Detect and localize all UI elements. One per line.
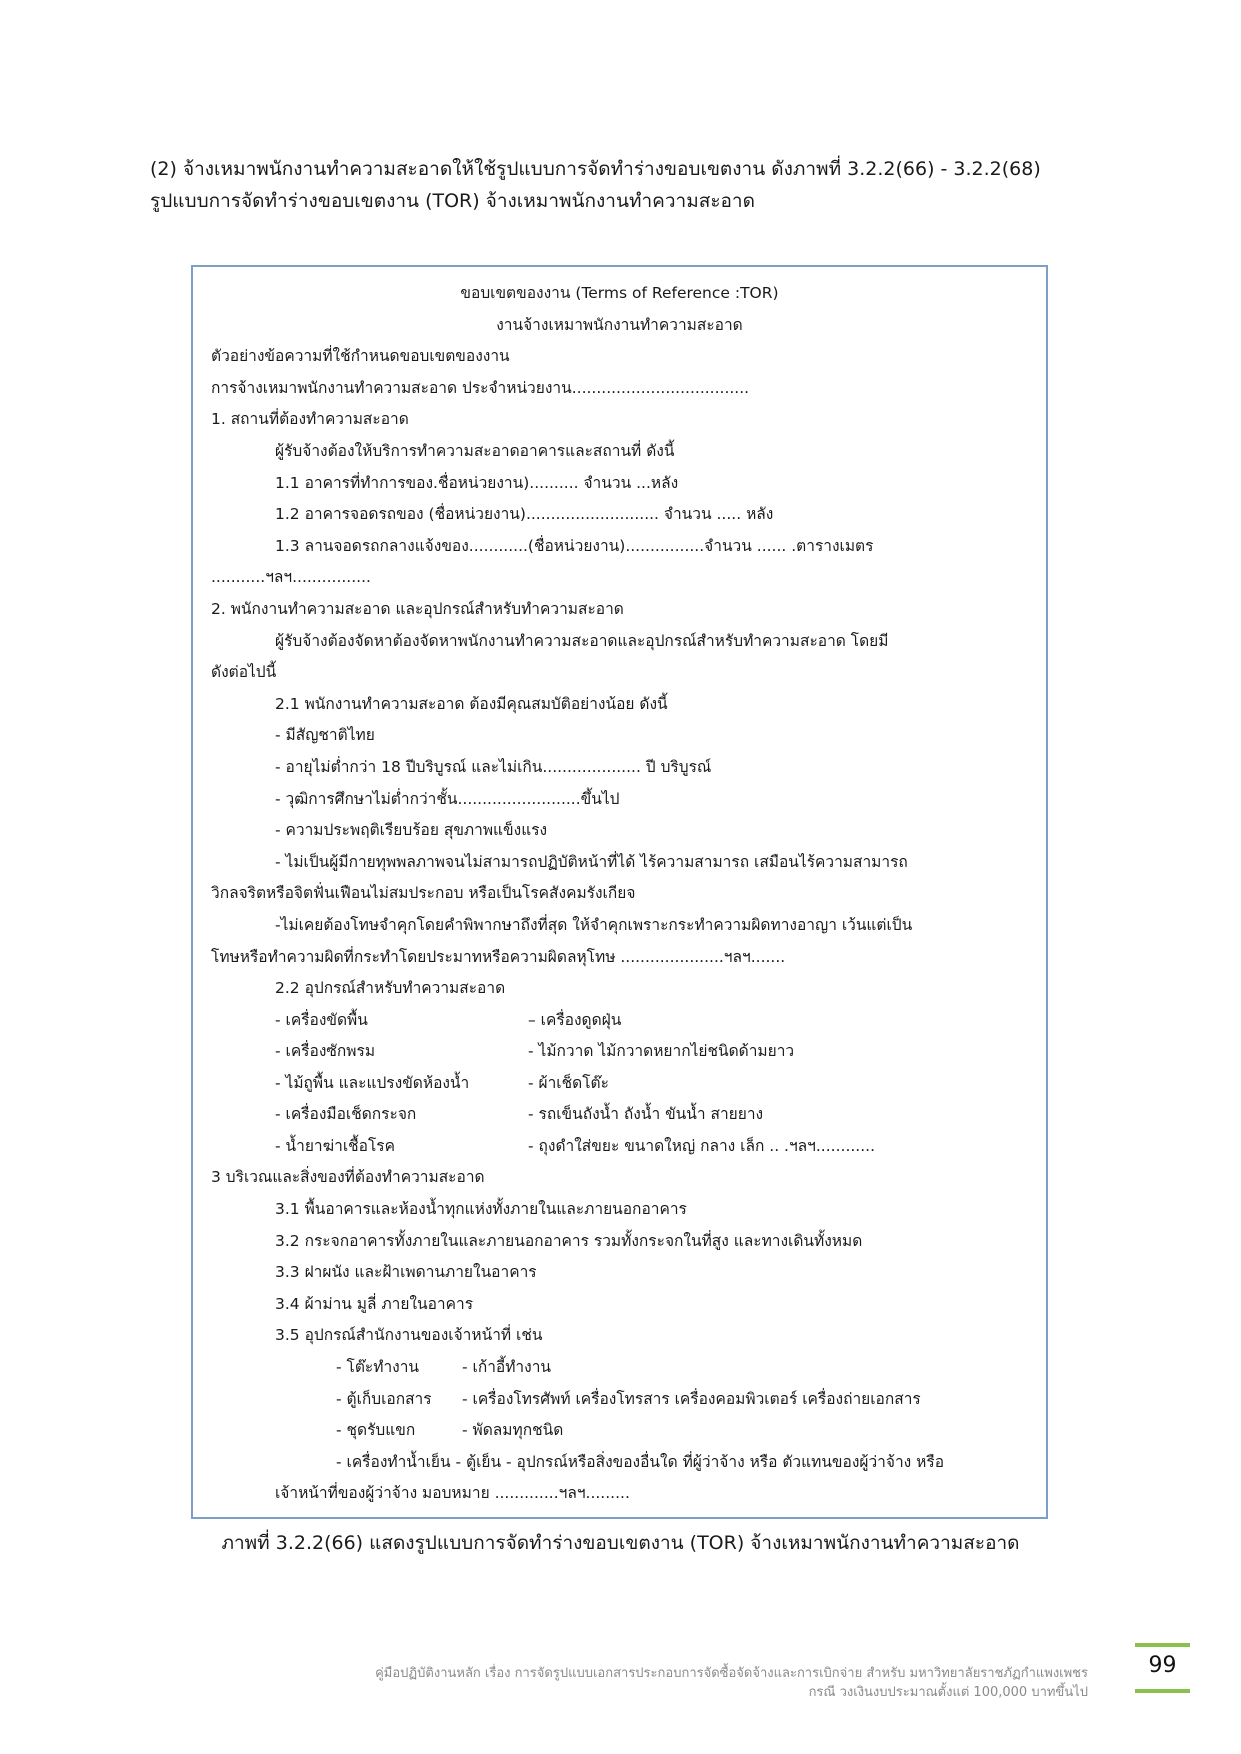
equipment-row [275, 1008, 622, 1032]
qualification-education: - วุฒิการศึกษาไม่ต่ำกว่าชั้น.........................ขึ้นไป [275, 790, 620, 808]
page-number-rule-bottom [1135, 1689, 1190, 1693]
equipment-left: - เครื่องซักพรม [275, 1042, 376, 1060]
item-3-2: 3.2 กระจกอาคารทั้งภายในและภายนอกอาคาร รวมทั้งกระจกในที่สูง และทางเดินทั้งหมด [275, 1232, 863, 1250]
tor-box [191, 265, 1048, 1519]
equipment-right: - ไม้กวาด ไม้กวาดหยากไย่ชนิดด้ามยาว [528, 1042, 795, 1060]
equipment-row [275, 1071, 609, 1095]
tor-subtitle: งานจ้างเหมาพนักงานทำความสะอาด [496, 316, 743, 334]
item-3-4: 3.4 ผ้าม่าน มูลี่ ภายในอาคาร [275, 1295, 474, 1313]
example-heading: ตัวอย่างข้อความที่ใช้กำหนดขอบเขตของงาน [211, 347, 510, 365]
intro-line-1: (2) จ้างเหมาพนักงานทำความสะอาดให้ใช้รูปแบบการจัดทำร่างขอบเขตงาน ดังภาพที่ 3.2.2(66) - 3.2.2(68) [150, 158, 1041, 180]
section-1-intro: ผู้รับจ้างต้องให้บริการทำความสะอาดอาคารและสถานที่ ดังนี้ [275, 442, 675, 460]
section-2-heading: 2. พนักงานทำความสะอาด และอุปกรณ์สำหรับทำความสะอาด [211, 600, 624, 618]
footer [375, 1664, 1088, 1702]
item-1-2: 1.2 อาคารจอดรถของ (ชื่อหน่วยงาน)........................... จำนวน ..... หลัง [275, 505, 774, 523]
office-row [336, 1418, 564, 1442]
equipment-left: - น้ำยาฆ่าเชื้อโรค [275, 1137, 395, 1155]
hire-line: การจ้างเหมาพนักงานทำความสะอาด ประจำหน่วยงาน.................................... [211, 379, 750, 397]
office-left: - ตู้เก็บเอกสาร [336, 1390, 432, 1408]
qualification-disability: - ไม่เป็นผู้มีกายทุพพลภาพจนไม่สามารถปฏิบัติหน้าที่ได้ ไร้ความสามารถ เสมือนไร้ความสามารถ [275, 853, 908, 871]
equipment-right: - ถุงดำใส่ขยะ ขนาดใหญ่ กลาง เล็ก .. .ฯลฯ............ [528, 1137, 876, 1155]
item-1-3-continued: ...........ฯลฯ................ [211, 568, 371, 586]
equipment-right: - ผ้าเช็ดโต๊ะ [528, 1074, 609, 1092]
office-last-item-continued: เจ้าหน้าที่ของผู้ว่าจ้าง มอบหมาย .............ฯลฯ......... [275, 1484, 630, 1502]
tor-title: ขอบเขตของงาน (Terms of Reference :TOR) [460, 284, 779, 302]
section-2-intro-continued: ดังต่อไปนี้ [211, 663, 277, 681]
section-3-heading: 3 บริเวณและสิ่งของที่ต้องทำความสะอาด [211, 1168, 485, 1186]
equipment-left: - ไม้ถูพื้น และแปรงขัดห้องน้ำ [275, 1074, 470, 1092]
equipment-left: - เครื่องขัดพื้น [275, 1011, 368, 1029]
qualification-nationality: - มีสัญชาติไทย [275, 726, 375, 744]
equipment-right: - รถเข็นถังน้ำ ถังน้ำ ขันน้ำ สายยาง [528, 1105, 764, 1123]
office-row [336, 1355, 552, 1379]
equipment-row [275, 1134, 876, 1158]
intro-paragraph [150, 153, 1100, 217]
item-3-5: 3.5 อุปกรณ์สำนักงานของเจ้าหน้าที่ เช่น [275, 1326, 543, 1344]
office-left: - โต๊ะทำงาน [336, 1358, 420, 1376]
qualification-criminal: -ไม่เคยต้องโทษจำคุกโดยคำพิพากษาถึงที่สุด ให้จำคุกเพราะกระทำความผิดทางอาญา เว้นแต่เป็น [275, 916, 913, 934]
item-2-1: 2.1 พนักงานทำความสะอาด ต้องมีคุณสมบัติอย่างน้อย ดังนี้ [275, 695, 668, 713]
qualification-age: - อายุไม่ต่ำกว่า 18 ปีบริบูรณ์ และไม่เกิน.................... ปี บริบูรณ์ [275, 758, 712, 776]
office-right: - เก้าอี้ทำงาน [462, 1358, 552, 1376]
item-3-1: 3.1 พื้นอาคารและห้องน้ำทุกแห่งทั้งภายในและภายนอกอาคาร [275, 1200, 687, 1218]
office-right: - พัดลมทุกชนิด [462, 1421, 564, 1439]
office-last-item: - เครื่องทำน้ำเย็น - ตู้เย็น - อุปกรณ์หรือสิ่งของอื่นใด ที่ผู้ว่าจ้าง หรือ ตัวแทนของผู้ว่าจ้าง หรือ [336, 1453, 945, 1471]
item-3-3: 3.3 ฝาผนัง และฝ้าเพดานภายในอาคาร [275, 1263, 537, 1281]
equipment-row [275, 1102, 764, 1126]
office-right: - เครื่องโทรศัพท์ เครื่องโทรสาร เครื่องคอมพิวเตอร์ เครื่องถ่ายเอกสาร [462, 1390, 921, 1408]
item-1-1: 1.1 อาคารที่ทำการของ.ชื่อหน่วยงาน).......... จำนวน ...หลัง [275, 474, 679, 492]
intro-line-2: รูปแบบการจัดทำร่างขอบเขตงาน (TOR) จ้างเหมาพนักงานทำความสะอาด [150, 190, 755, 212]
qualification-criminal-continued: โทษหรือทำความผิดที่กระทำโดยประมาทหรือความผิดลหุโทษ .....................ฯลฯ....... [211, 948, 786, 966]
qualification-conduct: - ความประพฤติเรียบร้อย สุขภาพแข็งแรง [275, 821, 548, 839]
page-number: 99 [1148, 1653, 1177, 1678]
item-2-2: 2.2 อุปกรณ์สำหรับทำความสะอาด [275, 979, 506, 997]
figure-caption: ภาพที่ 3.2.2(66) แสดงรูปแบบการจัดทำร่างขอบเขตงาน (TOR) จ้างเหมาพนักงานทำความสะอาด [221, 1532, 1020, 1554]
equipment-right: – เครื่องดูดฝุ่น [528, 1011, 622, 1029]
section-1-heading: 1. สถานที่ต้องทำความสะอาด [211, 410, 409, 428]
footer-line-2: กรณี วงเงินงบประมาณตั้งแต่ 100,000 บาทขึ้นไป [808, 1685, 1088, 1700]
section-2-intro: ผู้รับจ้างต้องจัดหาต้องจัดหาพนักงานทำความสะอาดและอุปกรณ์สำหรับทำความสะอาด โดยมี [275, 632, 889, 650]
office-row [336, 1387, 921, 1411]
equipment-row [275, 1039, 795, 1063]
office-left: - ชุดรับแขก [336, 1421, 416, 1439]
equipment-left: - เครื่องมือเช็ดกระจก [275, 1105, 417, 1123]
footer-line-1: คู่มือปฏิบัติงานหลัก เรื่อง การจัดรูปแบบเอกสารประกอบการจัดซื้อจัดจ้างและการเบิกจ่าย สำหรับ มหาวิทยาลัยราชภัฏกำแพงเพชร [375, 1666, 1088, 1681]
item-1-3: 1.3 ลานจอดรถกลางแจ้งของ............(ชื่อหน่วยงาน)................จำนวน ...... .ตารางเมตร [275, 537, 874, 555]
qualification-disability-continued: วิกลจริตหรือจิตฟั่นเฟือนไม่สมประกอบ หรือเป็นโรคสังคมรังเกียจ [211, 884, 636, 902]
